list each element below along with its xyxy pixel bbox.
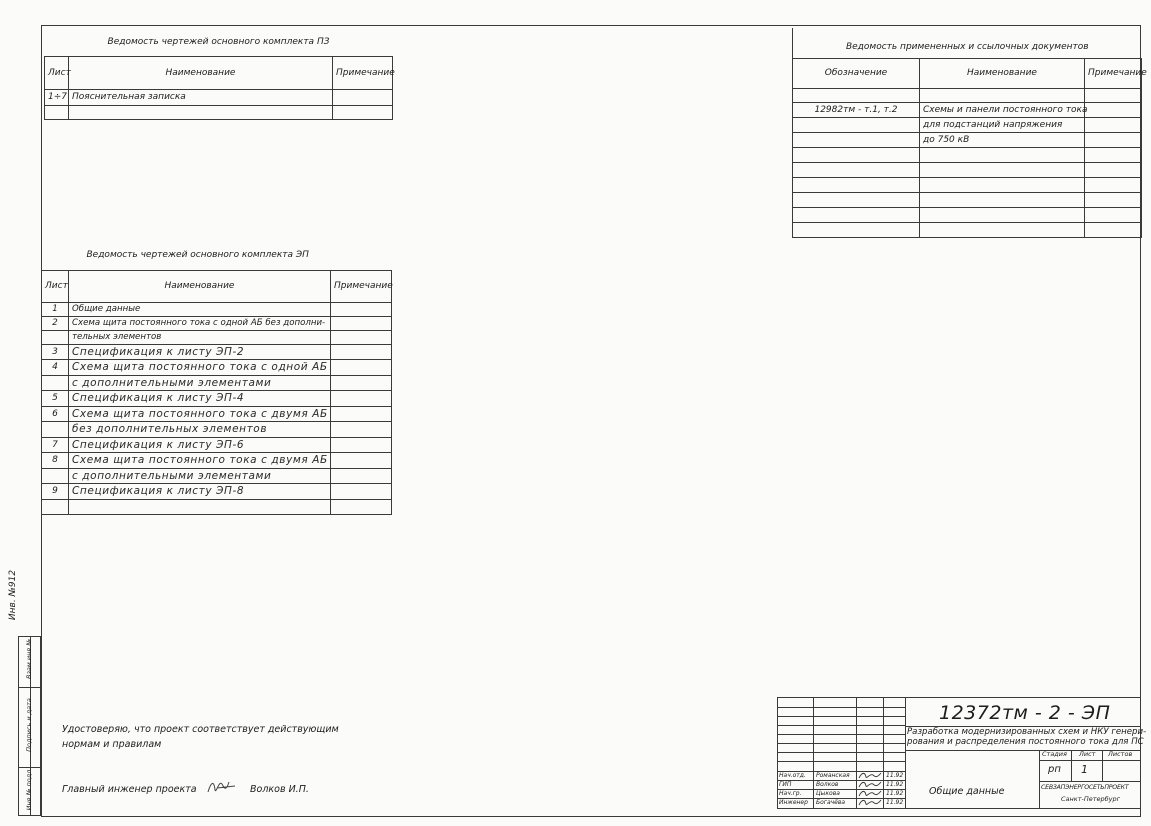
ref-cell-note [1085,222,1142,237]
ref-table-row [793,88,1142,102]
ref-cell-name [920,222,1085,237]
ep-cell-sheet [42,330,69,344]
ep-table-row [42,406,392,422]
certify-line-2: нормам и правилам [62,739,162,750]
ep-cell-name: без дополнительных элементов [69,422,331,438]
person-signature [857,789,883,798]
ep-cell-sheet [42,499,69,515]
ep-cell-note [331,453,392,469]
ref-cell-code [793,117,920,132]
ep-cell-name [69,499,331,515]
ep-sheet-list [41,240,392,515]
ref-cell-name: Схемы и панели постоянного тока [920,102,1085,117]
ref-cell-name [920,207,1085,222]
organization-city: Санкт-Петербург [1061,795,1121,803]
ref-cell-code [793,222,920,237]
ref-header-code: Обозначение [793,58,920,88]
ep-table-row [42,499,392,515]
ep-cell-note [331,360,392,376]
ep-cell-note [331,484,392,500]
side-stamp-column [18,636,41,816]
ref-cell-code [793,88,920,102]
side-cell-original-inv: Инв.№ подл. [25,767,33,811]
person-signature [857,798,883,807]
ep-cell-name: с дополнительными элементами [69,375,331,391]
person-date: 11.92 [886,781,904,788]
ep-table-row [42,316,392,330]
ref-cell-note [1085,117,1142,132]
ref-cell-code [793,132,920,147]
document-code: 12372тм - 2 - ЭП [939,702,1111,724]
chief-engineer-name: Волков И.П. [250,784,309,795]
ep-cell-sheet [42,422,69,438]
ep-cell-sheet [42,375,69,391]
person-role: Нач.гр. [779,790,802,797]
person-date: 11.92 [886,790,904,797]
ref-table-row [793,117,1142,132]
ep-cell-note [331,316,392,330]
ep-table-row [42,302,392,316]
pz-table-title: Ведомость чертежей основного комплекта ПЗ [45,28,393,56]
ref-cell-note [1085,192,1142,207]
person-role: Инженер [779,799,808,806]
ep-cell-note [331,437,392,453]
chief-engineer-role: Главный инженер проекта [62,784,197,795]
ref-cell-name: для подстанций напряжения [920,117,1085,132]
ep-table-row [42,360,392,376]
ref-cell-name: до 750 кВ [920,132,1085,147]
ep-cell-note [331,422,392,438]
ep-cell-note [331,468,392,484]
ep-cell-note [331,330,392,344]
ref-cell-note [1085,162,1142,177]
ref-cell-note [1085,207,1142,222]
ref-table-row [793,207,1142,222]
ref-header-name: Наименование [920,58,1085,88]
person-date: 11.92 [886,772,904,779]
person-date: 11.92 [886,799,904,806]
person-name: Волков [816,781,839,788]
ref-cell-name [920,88,1085,102]
title-block [777,697,1147,809]
ref-table-title: Ведомость примененных и ссылочных документов [793,28,1142,58]
ep-cell-sheet [42,468,69,484]
ep-table-row [42,453,392,469]
ref-cell-note [1085,147,1142,162]
ref-cell-note [1085,102,1142,117]
ep-table-row [42,375,392,391]
ep-cell-name: Схема щита постоянного тока с одной АБ [69,360,331,376]
ref-table-row [793,192,1142,207]
ep-cell-name: Спецификация к листу ЭП-6 [69,437,331,453]
ep-cell-sheet: 6 [42,406,69,422]
ref-table-row [793,102,1142,117]
ep-cell-sheet: 4 [42,360,69,376]
sheet-header: Лист [1079,750,1096,758]
person-role: ГИП [779,781,792,788]
sheet-name: Общие данные [929,786,1005,797]
engineer-signature [205,776,239,798]
person-name: Богачёва [816,799,846,806]
pz-row-sheet [45,105,69,119]
ep-cell-sheet: 2 [42,316,69,330]
ep-cell-note [331,302,392,316]
ep-cell-note [331,391,392,407]
ref-cell-name [920,192,1085,207]
pz-row-sheet: 1÷7 [45,89,69,105]
ref-cell-name [920,147,1085,162]
ep-cell-name: Спецификация к листу ЭП-4 [69,391,331,407]
ep-table-row [42,391,392,407]
ep-cell-sheet: 9 [42,484,69,500]
ref-cell-note [1085,177,1142,192]
ref-cell-code [793,207,920,222]
sheets-header: Листов [1108,750,1133,758]
ep-cell-note [331,375,392,391]
ep-table-row [42,330,392,344]
ep-cell-name: Спецификация к листу ЭП-2 [69,344,331,360]
ep-cell-name: с дополнительными элементами [69,468,331,484]
ref-table-row [793,132,1142,147]
person-name: Романская [816,772,850,779]
pz-row-note [333,89,393,105]
ref-cell-note [1085,132,1142,147]
ep-cell-name: Схема щита постоянного тока с одной АБ без дополни- [69,316,331,330]
pz-header-note: Примечание [333,56,393,89]
ep-table-row [42,437,392,453]
ref-table-row [793,147,1142,162]
sheet-value: 1 [1081,763,1088,776]
ref-table-row [793,222,1142,237]
ep-cell-name: Спецификация к листу ЭП-8 [69,484,331,500]
side-cell-replace-inv: Взам.инв.№ [25,639,33,679]
ep-cell-sheet: 1 [42,302,69,316]
ep-cell-name: Схема щита постоянного тока с двумя АБ [69,406,331,422]
ep-table-row [42,344,392,360]
pz-row-name [69,105,333,119]
stage-value: рп [1048,764,1061,775]
ep-cell-note [331,499,392,515]
ref-table-row [793,177,1142,192]
ep-cell-note [331,406,392,422]
ep-header-name: Наименование [69,270,331,302]
ep-table-row [42,484,392,500]
person-signature [857,771,883,780]
organization-name: СЕВЗАПЭНЕРГОСЕТЬПРОЕКТ [1041,784,1129,791]
ep-header-note: Примечание [331,270,392,302]
ref-cell-code [793,147,920,162]
ep-header-sheet: Лист [42,270,69,302]
inventory-number: Инв. №912 [8,569,19,621]
pz-row-note [333,105,393,119]
ref-cell-name [920,177,1085,192]
ref-header-note: Примечание [1085,58,1142,88]
ref-cell-code [793,162,920,177]
ep-cell-name: тельных элементов [69,330,331,344]
ep-table-title: Ведомость чертежей основного комплекта ЭП [42,240,392,270]
person-role: Нач.отд. [779,772,806,779]
people-grid [778,698,905,808]
pz-header-name: Наименование [69,56,333,89]
pz-row-name: Пояснительная записка [69,89,333,105]
ep-cell-sheet: 3 [42,344,69,360]
ref-cell-code [793,192,920,207]
ep-cell-sheet: 7 [42,437,69,453]
pz-header-sheet: Лист [45,56,69,89]
ref-cell-note [1085,88,1142,102]
project-name-line-1: Разработка модернизированных схем и НКУ генери- [907,727,1147,737]
person-signature [857,780,883,789]
ref-cell-name [920,162,1085,177]
stage-block [1039,750,1140,782]
ref-cell-code: 12982тм - т.1, т.2 [793,102,920,117]
ep-cell-note [331,344,392,360]
stage-header: Стадия [1042,750,1067,758]
ep-cell-name: Схема щита постоянного тока с двумя АБ [69,453,331,469]
reference-docs-list [792,28,1147,238]
ref-cell-code [793,177,920,192]
ep-table-row [42,422,392,438]
side-cell-signature-date: Подпись и дата [25,698,33,752]
project-name-line-2: рования и распределения постоянного тока для ПС [907,737,1144,747]
ep-cell-sheet: 8 [42,453,69,469]
ep-cell-sheet: 5 [42,391,69,407]
ref-table-row [793,162,1142,177]
pz-sheet-list [44,28,393,120]
person-name: Цыкова [816,790,840,797]
certify-line-1: Удостоверяю, что проект соответствует действующим [62,724,339,735]
ep-table-row [42,468,392,484]
ep-cell-name: Общие данные [69,302,331,316]
